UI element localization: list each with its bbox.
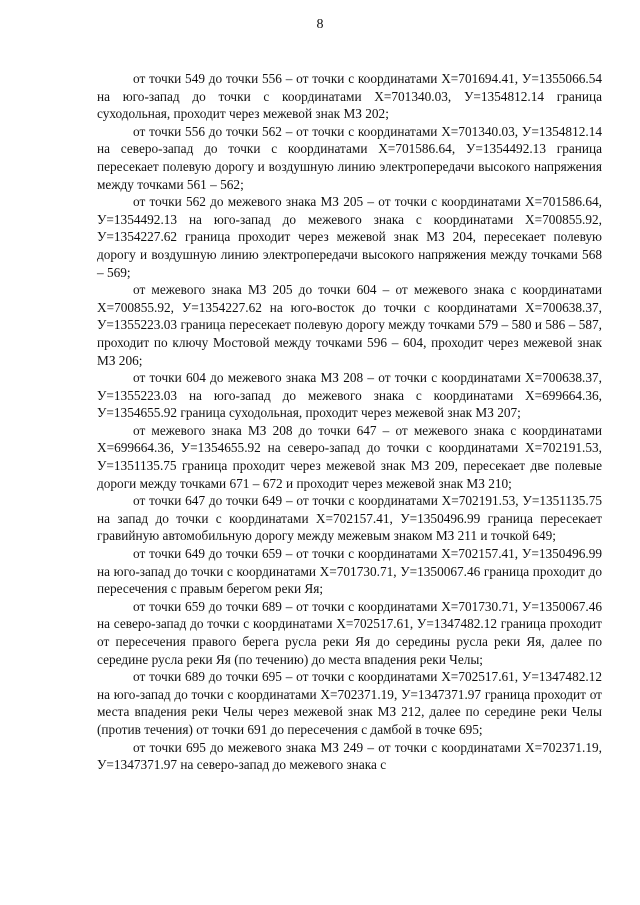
paragraph: от межевого знака МЗ 208 до точки 647 – от межевого знака с координатами Х=699664.36, У=1354655.92 на северо-запад до точки с координатами Х=702191.53, У=1351135.75 граница проходит через межевой знак МЗ 209, пересекает две полевые дороги между точками 671 – 672 и проходит через межевой знак МЗ 210; <box>97 422 602 491</box>
paragraph: от точки 647 до точки 649 – от точки с координатами Х=702191.53, У=1351135.75 на запад до точки с координатами Х=702157.41, У=1350496.99 граница пересекает гравийную автомобильную дорогу между межевым знаком МЗ 211 и точкой 649; <box>97 493 602 544</box>
page-number: 8 <box>316 17 324 32</box>
paragraph: от точки 562 до межевого знака МЗ 205 – от точки с координатами Х=701586.64, У=1354492.13 на юго-запад до межевого знака с координатами Х=700855.92, У=1354227.62 граница проходит через межевой знак МЗ 204, пересекает полевую дорогу и воздушную линию электропередачи высокого напряжения между точками 568 – 569; <box>97 194 602 280</box>
paragraph: от точки 604 до межевого знака МЗ 208 – от точки с координатами Х=700638.37, У=1355223.03 на юго-запад до межевого знака с координатами Х=699664.36, У=1354655.92 граница суходольная, проходит через межевой знак МЗ 207; <box>97 370 602 421</box>
paragraph: от точки 695 до межевого знака МЗ 249 – от точки с координатами Х=702371.19, У=1347371.97 на северо-запад до межевого знака с <box>97 739 602 773</box>
paragraph: от точки 659 до точки 689 – от точки с координатами Х=701730.71, У=1350067.46 на северо-запад до точки с координатами Х=702517.61, У=1347482.12 граница проходит от пересечения правого берега русла реки Яя до середины русла реки Яя, далее по середине русла реки Яя (по течению) до места впадения реки Челы; <box>97 598 602 667</box>
paragraph: от межевого знака МЗ 205 до точки 604 – от межевого знака с координатами Х=700855.92, У=1354227.62 на юго-восток до точки с координатами Х=700638.37, У=1355223.03 граница пересекает полевую дорогу между точками 579 – 580 и 586 – 587, проходит по ключу Мостовой между точками 596 – 604, проходит через межевой знак МЗ 206; <box>97 282 602 368</box>
paragraph: от точки 689 до точки 695 – от точки с координатами Х=702517.61, У=1347482.12 на юго-запад до точки с координатами Х=702371.19, У=1347371.97 граница проходит от места впадения реки Челы через межевой знак МЗ 212, далее по середине реки Челы (против течения) от точки 691 до пересечения с дамбой в точке 695; <box>97 669 602 737</box>
paragraph: от точки 549 до точки 556 – от точки с координатами Х=701694.41, У=1355066.54 на юго-запад до точки с координатами Х=701340.03, У=1354812.14 граница суходольная, проходит через межевой знак МЗ 202; <box>97 71 602 122</box>
paragraph: от точки 649 до точки 659 – от точки с координатами Х=702157.41, У=1350496.99 на юго-запад до точки с координатами Х=701730.71, У=1350067.46 граница проходит до пересечения с правым берегом реки Яя; <box>97 546 602 597</box>
paragraph: от точки 556 до точки 562 – от точки с координатами Х=701340.03, У=1354812.14 на северо-запад до точки с координатами Х=701586.64, У=1354492.13 граница пересекает полевую дорогу и воздушную линию электропередачи высокого напряжения между точками 561 – 562; <box>97 123 602 192</box>
document-body <box>97 70 602 774</box>
